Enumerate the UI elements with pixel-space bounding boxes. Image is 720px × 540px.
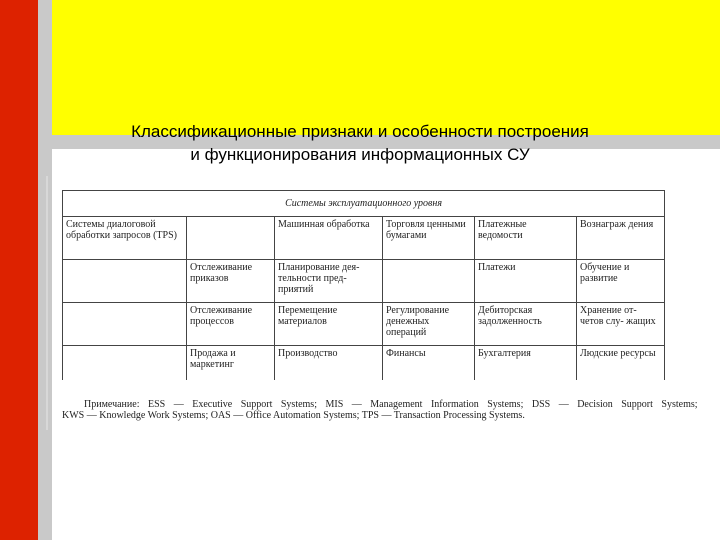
systems-table	[62, 190, 665, 380]
scan-edge	[46, 176, 48, 430]
table-note	[62, 399, 698, 421]
table-cell: Отслеживание приказов	[187, 260, 275, 303]
red-accent-bar	[0, 0, 38, 540]
yellow-header-block	[52, 0, 720, 135]
table-cell: Планирование дея- тельности пред- приятий	[275, 260, 383, 303]
table-cell: Платежные ведомости	[475, 217, 577, 260]
table-cell: Машинная обработка	[275, 217, 383, 260]
table-cell: Отслеживание процессов	[187, 303, 275, 346]
table-cell: Хранение от- четов слу- жащих	[577, 303, 665, 346]
slide-title-line-2: и функционирования информационных СУ	[190, 145, 530, 164]
table-cell	[63, 260, 187, 303]
table-cell	[63, 303, 187, 346]
table-row	[63, 217, 665, 260]
table-cell: Производство	[275, 346, 383, 381]
table-cell: Людские ресурсы	[577, 346, 665, 381]
table-cell: Системы диалоговой обработки запросов (TPS)	[63, 217, 187, 260]
table-row	[63, 260, 665, 303]
table-cell: Обучение и развитие	[577, 260, 665, 303]
table-header: Системы эксплуатационного уровня	[63, 191, 665, 217]
gray-vertical-stripe	[38, 0, 52, 540]
table-cell	[383, 260, 475, 303]
table-cell: Вознаграж дения	[577, 217, 665, 260]
slide-title	[60, 120, 660, 166]
slide-title-line-1: Классификационные признаки и особенности построения	[131, 122, 589, 141]
table-cell: Торговля ценными бумагами	[383, 217, 475, 260]
table-cell: Платежи	[475, 260, 577, 303]
table-cell	[63, 346, 187, 381]
note-line-2: KWS — Knowledge Work Systems; OAS — Office Automation Systems; TPS — Transaction Processing Systems.	[62, 410, 525, 421]
table-row	[63, 346, 665, 381]
table-cell: Бухгалтерия	[475, 346, 577, 381]
table-row	[63, 303, 665, 346]
table-cell	[187, 217, 275, 260]
table-cell: Дебиторская задолженность	[475, 303, 577, 346]
table-cell: Перемещение материалов	[275, 303, 383, 346]
table-cell: Регулирование денежных операций	[383, 303, 475, 346]
table-cell: Продажа и маркетинг	[187, 346, 275, 381]
note-line-1: Примечание: ESS — Executive Support Systems; MIS — Management Information Systems; DSS — Decision Support Systems;	[84, 399, 698, 410]
table-cell: Финансы	[383, 346, 475, 381]
